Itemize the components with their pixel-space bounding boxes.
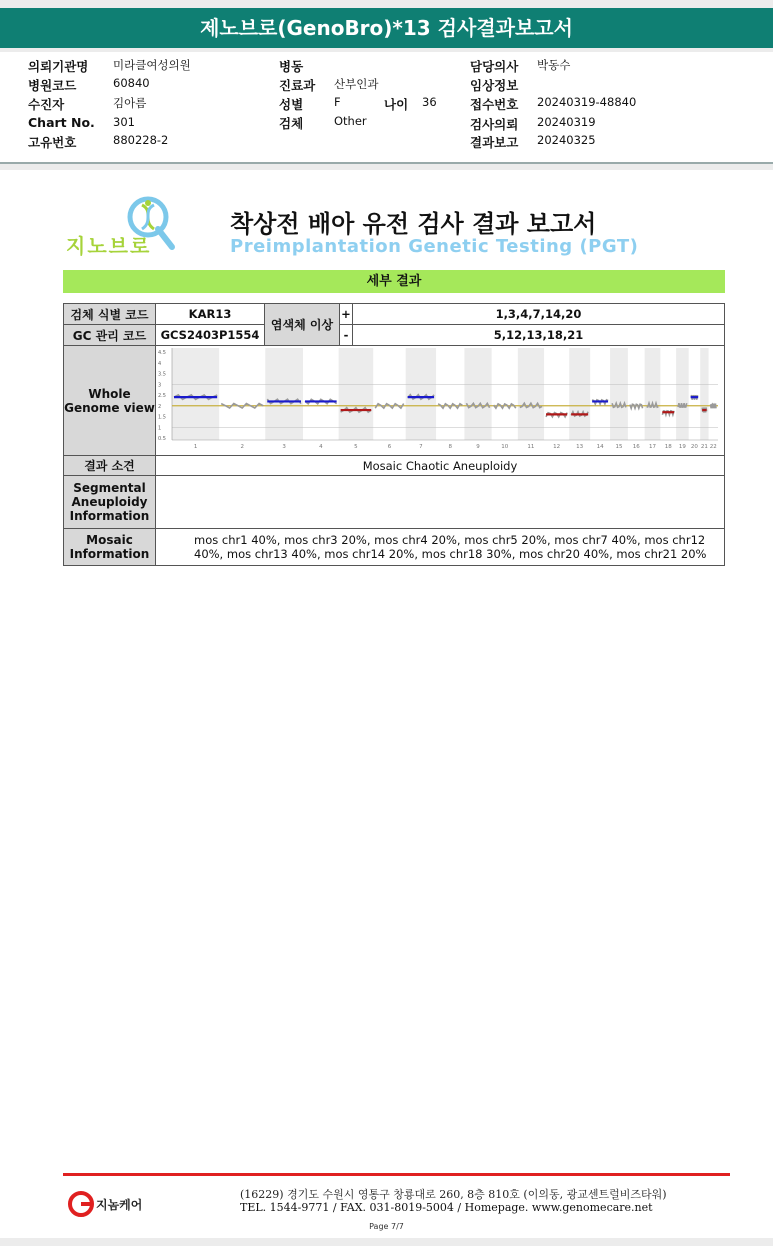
chromosome-band (610, 348, 628, 440)
sample-code-label: 검체 식별 코드 (64, 304, 156, 325)
y-tick-label: 0.5 (158, 436, 166, 442)
patient-value: 김아름 (113, 96, 147, 110)
patient-info-panel (0, 52, 773, 164)
unique-id-value: 880228-2 (113, 133, 169, 147)
sample-code-value: KAR13 (156, 304, 265, 325)
results-table (63, 303, 725, 566)
hospital-code-label: 병원코드 (28, 78, 77, 93)
result-label: 결과 소견 (64, 456, 156, 476)
y-tick-label: 3 (158, 382, 162, 389)
y-tick-label: 2 (158, 403, 162, 410)
request-date-label: 검사의뢰 (470, 117, 519, 132)
specimen-value: Other (334, 114, 367, 128)
hospital-value: 미라클여성의원 (113, 58, 191, 72)
chromosome-tick-label: 7 (419, 444, 423, 450)
chromosome-tick-label: 19 (678, 444, 686, 450)
chromosome-tick-label: 12 (553, 444, 561, 450)
chart-no-value: 301 (113, 115, 135, 129)
mosaic-label: Mosaic Information (64, 529, 156, 566)
chromosome-tick-label: 10 (501, 444, 509, 450)
chromosome-band (569, 348, 590, 440)
gain-chromosomes: 1,3,4,7,14,20 (353, 304, 725, 325)
y-tick-label: 1.5 (158, 414, 166, 421)
chromosome-band (265, 348, 303, 440)
chromosome-tick-label: 1 (193, 444, 198, 450)
chromosome-tick-label: 2 (240, 444, 244, 450)
footer-divider (63, 1173, 730, 1176)
chromosome-tick-label: 3 (282, 444, 286, 450)
genomecare-logo-icon (68, 1190, 158, 1218)
segmental-value (156, 476, 725, 529)
y-tick-label: 1 (158, 425, 162, 432)
sex-label: 성별 (279, 97, 304, 112)
chart-no-label: Chart No. (28, 115, 95, 130)
chromosome-tick-label: 11 (527, 444, 535, 450)
detail-results-heading: 세부 결과 (63, 270, 725, 293)
chromosome-tick-label: 9 (476, 444, 480, 450)
department-label: 진료과 (279, 78, 316, 93)
report-subtitle: Preimplantation Genetic Testing (PGT) (230, 236, 639, 257)
department-value: 산부인과 (334, 77, 379, 91)
hospital-label: 의뢰기관명 (28, 59, 89, 74)
chromosome-tick-label: 4 (319, 444, 323, 450)
chromosome-band (518, 348, 544, 440)
ward-label: 병동 (279, 59, 304, 74)
report-title: 착상전 배아 유전 검사 결과 보고서 (230, 210, 597, 238)
footer-contact: TEL. 1544-9771 / FAX. 031-8019-5004 / Homepage. www.genomecare.net (240, 1201, 653, 1214)
y-tick-label: 4.5 (158, 350, 166, 356)
copy-number-trace (711, 404, 716, 408)
chromosome-tick-label: 22 (709, 444, 717, 450)
chromosome-tick-label: 14 (596, 444, 604, 450)
whole-genome-label: Whole Genome view (64, 346, 156, 456)
chromosome-tick-label: 13 (576, 444, 584, 450)
genomecare-logo-text: 지놈케어 (96, 1198, 143, 1212)
unique-id-label: 고유번호 (28, 135, 77, 150)
chromosome-band (172, 348, 219, 440)
hospital-code-value: 60840 (113, 76, 150, 90)
chromosome-tick-label: 16 (632, 444, 640, 450)
report-header-title: 제노브로(GenoBro)*13 검사결과보고서 (0, 8, 773, 48)
chromosome-band (700, 348, 708, 440)
receipt-no-label: 접수번호 (470, 97, 519, 112)
request-date-value: 20240319 (537, 115, 596, 129)
genobro-logo-text: 지노브로 (66, 234, 152, 258)
page-number: Page 7/7 (369, 1222, 404, 1231)
chromosome-band (339, 348, 374, 440)
chromosome-tick-label: 5 (354, 444, 358, 450)
loss-sign: - (340, 325, 353, 346)
chromosome-band (676, 348, 689, 440)
y-tick-label: 2.5 (158, 393, 166, 399)
patient-label: 수진자 (28, 97, 65, 112)
report-date-value: 20240325 (537, 133, 596, 147)
chromosome-tick-label: 17 (649, 444, 657, 450)
gc-code-label: GC 관리 코드 (64, 325, 156, 346)
chromosome-tick-label: 18 (664, 444, 672, 450)
specimen-label: 검체 (279, 116, 304, 131)
chromosome-band (645, 348, 661, 440)
loss-chromosomes: 5,12,13,18,21 (353, 325, 725, 346)
footer-address: (16229) 경기도 수원시 영통구 창룡대로 260, 8층 810호 (이의동, 광교센트럴비즈타워) (240, 1188, 667, 1201)
gain-sign: + (340, 304, 353, 325)
report-date-label: 결과보고 (470, 135, 519, 150)
whole-genome-plot (156, 346, 724, 452)
y-tick-label: 4 (158, 360, 162, 367)
sex-value: F (334, 95, 341, 109)
chromosome-tick-label: 6 (387, 444, 392, 450)
age-label: 나이 (384, 97, 409, 112)
receipt-no-value: 20240319-48840 (537, 95, 637, 109)
age-value: 36 (422, 95, 437, 109)
chromosome-band (464, 348, 491, 440)
y-tick-label: 3.5 (158, 371, 166, 378)
chromosome-tick-label: 21 (700, 444, 708, 450)
doctor-value: 박동수 (537, 58, 571, 72)
gc-code-value: GCS2403P1554 (156, 325, 265, 346)
segmental-label: Segmental Aneuploidy Information (64, 476, 156, 529)
report-page (0, 170, 773, 1238)
doctor-label: 담당의사 (470, 59, 519, 74)
abnormal-label: 염색체 이상 (265, 304, 340, 346)
mosaic-value: mos chr1 40%, mos chr3 20%, mos chr4 20%, mos chr5 20%, mos chr7 40%, mos chr12 40%, mos chr13 40%, mos chr14 20%, mos chr18 30%, mos chr20 40%, mos chr21 20% (156, 529, 725, 566)
chromosome-tick-label: 8 (448, 444, 452, 450)
chromosome-tick-label: 20 (690, 444, 698, 450)
whole-genome-cell (156, 346, 725, 456)
chromosome-tick-label: 15 (615, 444, 623, 450)
clinical-info-label: 임상정보 (470, 78, 519, 93)
result-value: Mosaic Chaotic Aneuploidy (156, 456, 725, 476)
